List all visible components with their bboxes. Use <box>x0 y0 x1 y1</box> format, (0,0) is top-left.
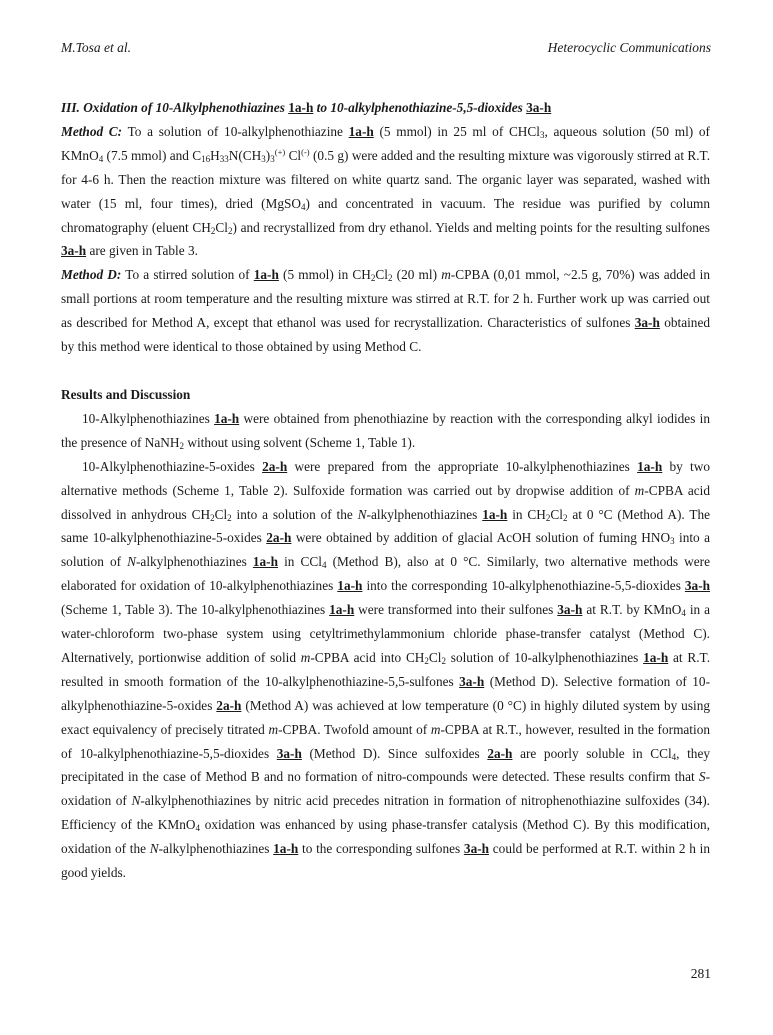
compound-ref: 1a-h <box>214 410 240 426</box>
text-run: -CPBA (0,01 mmol, ~2.5 g, 70%) was added in small portions at room temperature and the resulting mixture was stirred at R.T. for 2 h. Further work up was carried out as described for Method A, except that ethanol was used for recrystallization. Characteristics of sulfones <box>61 267 710 331</box>
method-c-label: Method C: <box>61 123 123 139</box>
results-heading: Results and Discussion <box>61 386 191 402</box>
section-roman: III. <box>61 100 80 115</box>
text-run: 10-Alkylphenothiazines <box>82 410 210 426</box>
text-run: 10-Alkylphenothiazine-5-oxides <box>82 458 255 474</box>
text-run: Cl <box>214 506 228 522</box>
text-run: , they precipitated in the case of Method B and no formation of nitro-compounds were detected. These results confirm that <box>61 745 711 785</box>
text-run: Cl <box>215 219 228 235</box>
subscript: 3 <box>270 153 275 164</box>
text-run: into a solution of the <box>236 506 353 522</box>
text-run: solution of 10-alkylphenothiazines <box>450 649 639 665</box>
text-run: could be performed at R.T. within 2 h in good yields. <box>61 841 710 881</box>
text-run: -CPBA acid dissolved in anhydrous CH <box>61 482 710 522</box>
subscript: 2 <box>210 512 215 523</box>
text-run: Cl <box>288 147 302 163</box>
compound-ref: 3a-h <box>459 673 485 689</box>
text-run: into the corresponding 10-alkylphenothiazine-5,5-dioxides <box>366 578 681 594</box>
subscript: 4 <box>681 608 686 619</box>
italic-symbol: m <box>300 649 311 665</box>
text-run: To a stirred solution of <box>125 267 250 283</box>
compound-ref: 1a-h <box>348 123 374 139</box>
text-run: To a solution of 10-alkylphenothiazine <box>127 123 343 139</box>
text-run: -alkylphenothiazines <box>136 554 247 570</box>
article-body <box>61 96 710 885</box>
text-run: (Method A) was achieved at low temperature (0 °C) in highly diluted system by using exact equivalency of precisely titrated <box>61 697 710 737</box>
text-run: (0.5 g) were added and the resulting mixture was vigorously stirred at R.T. for 4-6 h. Then the reaction mixture was filtered on white quartz sand. The organic layer was separated, washed with water (15 ml, four times), dried (MgSO <box>61 147 711 211</box>
compound-ref: 3a-h <box>463 841 490 857</box>
results-paragraph-2 <box>61 455 710 885</box>
text-run: -CPBA at R.T., however, resulted in the formation of 10-alkylphenothiazine-5,5-dioxides <box>61 721 710 761</box>
subscript: 2 <box>424 655 429 666</box>
text-run: were obtained from phenothiazine by reaction with the corresponding alkyl iodides in the presence of NaNH <box>61 410 710 450</box>
text-run: in a water-chloroform two-phase system using cetyltrimethylammonium chloride phase-transfer catalyst (Method C). Alternatively, portionwise addition of solid <box>61 602 710 665</box>
subscript: 3 <box>539 129 545 140</box>
text-run: -alkylphenothiazines <box>158 841 270 857</box>
compound-ref: 3a-h <box>61 243 87 259</box>
italic-symbol: m <box>268 721 279 737</box>
text-run: were transformed into their sulfones <box>358 602 554 618</box>
subscript: 2 <box>227 225 233 236</box>
compound-ref: 2a-h <box>216 697 242 713</box>
subscript: 4 <box>671 751 677 762</box>
compound-ref: 1a-h <box>337 578 363 594</box>
compound-ref: 3a-h <box>526 100 552 115</box>
method-c-paragraph <box>61 120 710 263</box>
subscript: 16 <box>201 153 211 164</box>
compound-ref: 3a-h <box>557 602 583 618</box>
text-run: -oxidation of <box>61 769 710 809</box>
text-run: Cl <box>428 649 442 665</box>
subscript: 4 <box>321 560 327 571</box>
italic-symbol: m <box>441 267 451 283</box>
italic-symbol: S <box>698 769 706 785</box>
compound-ref: 1a-h <box>273 841 299 857</box>
compound-ref: 1a-h <box>253 267 279 283</box>
text-run: at 0 °C (Method A). The same 10-alkylphenothiazine-5-oxides <box>61 506 711 546</box>
method-d-label: Method D: <box>61 267 122 283</box>
subscript: 3 <box>670 536 675 547</box>
subscript: 2 <box>387 273 393 284</box>
text-run: to the corresponding sulfones <box>302 841 461 857</box>
subscript: 33 <box>219 153 229 164</box>
italic-symbol: N <box>357 506 367 522</box>
text-run: -alkylphenothiazines <box>366 506 478 522</box>
subscript: 2 <box>441 655 446 666</box>
paragraph-gap <box>61 359 710 383</box>
subscript: 2 <box>179 440 185 451</box>
subscript: 4 <box>195 823 200 834</box>
text-run: ) <box>265 147 271 163</box>
superscript: (+) <box>274 146 286 157</box>
subscript: 2 <box>210 225 216 236</box>
text-run: ) and concentrated in vacuum. The residue was purified by column chromatography (eluent CH <box>61 195 710 235</box>
text-run: are poorly soluble in CCl <box>520 745 672 761</box>
compound-ref: 2a-h <box>266 530 292 546</box>
running-head-journal: Heterocyclic Communications <box>547 40 711 55</box>
text-run: (7.5 mmol) and C <box>106 147 202 163</box>
compound-ref: 2a-h <box>262 458 288 474</box>
italic-symbol: N <box>127 554 136 570</box>
compound-ref: 1a-h <box>637 458 663 474</box>
italic-symbol: m <box>634 482 645 498</box>
subscript: 2 <box>370 273 376 284</box>
text-run: were obtained by addition of glacial AcOH solution of fuming HNO <box>295 530 671 546</box>
text-run: are given in Table 3. <box>89 243 198 259</box>
text-run: (5 mmol) in 25 ml of CHCl <box>379 123 540 139</box>
text-run: obtained by this method were identical to those obtained by using Method C. <box>61 315 711 355</box>
italic-symbol: N <box>149 841 159 857</box>
text-run: by two alternative methods (Scheme 1, Table 2). Sulfoxide formation was carried out by dropwise addition of <box>61 458 711 498</box>
text-run: (Scheme 1, Table 3). The 10-alkylphenothiazines <box>61 602 326 618</box>
compound-ref: 1a-h <box>288 100 314 115</box>
text-run: at R.T. resulted in smooth formation of the 10-alkylphenothiazine-5,5-sulfones <box>61 649 711 689</box>
subscript: 3 <box>261 153 266 164</box>
page-number: 281 <box>690 966 711 981</box>
subscript: 4 <box>301 201 306 212</box>
subscript: 2 <box>227 512 232 523</box>
compound-ref: 1a-h <box>252 554 278 570</box>
running-head-authors: M.Tosa et al. <box>61 40 132 55</box>
text-run: Cl <box>375 267 388 283</box>
subscript: 2 <box>545 512 551 523</box>
text-run: at R.T. by KMnO <box>586 602 682 618</box>
compound-ref: 3a-h <box>634 315 660 331</box>
text-run: -CPBA. Twofold amount of <box>278 721 428 737</box>
italic-symbol: N <box>131 793 141 809</box>
compound-ref: 1a-h <box>482 506 508 522</box>
text-run: H <box>210 147 220 163</box>
text-run: (Method B), also at 0 °C. Similarly, two alternative methods were elaborated for oxidation of 10-alkylphenothiazines <box>61 554 710 594</box>
compound-ref: 1a-h <box>329 602 355 618</box>
text-run: -alkylphenothiazines by nitric acid precedes nitration in formation of nitrophenothiazine sulfoxides (34). Efficiency of the KMnO <box>61 793 710 833</box>
text-run: in CCl <box>284 554 322 570</box>
section-title <box>61 96 710 120</box>
results-paragraph-1 <box>61 407 710 455</box>
text-run: N(CH <box>228 147 262 163</box>
text-run: were prepared from the appropriate 10-alkylphenothiazines <box>294 458 630 474</box>
text-run: without using solvent (Scheme 1, Table 1). <box>187 434 416 450</box>
text-run: (5 mmol) in CH <box>283 267 371 283</box>
text-run: (Method D). Since sulfoxides <box>309 745 480 761</box>
compound-ref: 2a-h <box>487 745 513 761</box>
text-run: (20 ml) <box>396 267 438 283</box>
italic-symbol: m <box>430 721 441 737</box>
text-run: , aqueous solution (50 ml) of KMnO <box>61 123 710 163</box>
subscript: 2 <box>562 512 568 523</box>
section-title-text: Oxidation of 10-Alkylphenothiazines <box>83 100 285 115</box>
text-run: ) and recrystallized from dry ethanol. Yields and melting points for the resulting sulfones <box>232 219 710 235</box>
section-title-text: to 10-alkylphenothiazine-5,5-dioxides <box>316 100 523 115</box>
text-run: (Method D). Selective formation of 10-alkylphenothiazine-5-oxides <box>61 673 711 713</box>
text-run: oxidation was enhanced by using phase-transfer catalysis (Method C). By this modification, oxidation of the <box>61 817 710 857</box>
compound-ref: 3a-h <box>684 578 711 594</box>
compound-ref: 1a-h <box>643 649 669 665</box>
compound-ref: 3a-h <box>276 745 302 761</box>
text-run: into a solution of <box>61 530 711 570</box>
method-d-paragraph <box>61 263 710 359</box>
superscript: (-) <box>301 146 310 157</box>
text-run: -CPBA acid into CH <box>310 649 425 665</box>
text-run: in CH <box>512 506 546 522</box>
subscript: 4 <box>98 153 104 164</box>
text-run: Cl <box>550 506 563 522</box>
